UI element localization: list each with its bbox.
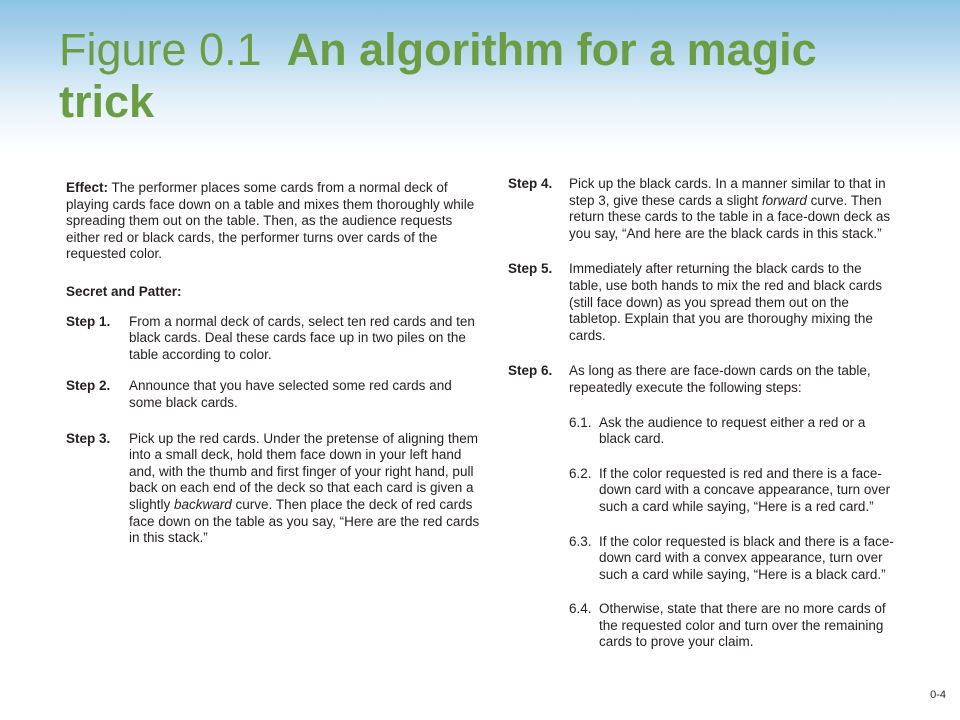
step-text <box>129 431 486 547</box>
step-label: Step 1. <box>66 313 111 329</box>
step-label: Step 6. <box>508 363 553 379</box>
substep-number: 6.2. <box>569 465 592 481</box>
left-column <box>66 180 486 547</box>
step-emphasis: forward <box>761 192 807 208</box>
secret-heading: Secret and Patter: <box>66 283 182 299</box>
substep-number: 6.4. <box>569 601 592 617</box>
step-text-part: curve. Then place the deck of red cards face down on the table as you say, “Here are the red cards in this stack.” <box>129 496 480 546</box>
right-column <box>508 176 898 669</box>
slide-title <box>59 24 919 128</box>
step-label: Step 5. <box>508 261 553 277</box>
step-4 <box>508 176 898 242</box>
step-3 <box>66 431 486 547</box>
substep-number: 6.3. <box>569 533 592 549</box>
substep-6-3 <box>569 534 898 584</box>
step-1 <box>66 314 486 364</box>
step-label: Step 2. <box>66 378 111 394</box>
step-text <box>569 176 898 242</box>
title-prefix: Figure 0.1 <box>59 24 262 75</box>
step-text: Announce that you have selected some red cards and some black cards. <box>129 378 452 410</box>
step-text: Immediately after returning the black cards to the table, use both hands to mix the red and black cards (still face down) as you spread them out on the tabletop. Explain that you are thoroughy mixing the cards. <box>569 261 882 343</box>
step-text-part: Pick up the black cards. In a manner similar to that in step 3, give these cards a slight <box>569 176 886 208</box>
step-text: As long as there are face-down cards on the table, repeatedly execute the following steps: <box>569 363 871 395</box>
substep-text: If the color requested is red and there is a face-down card with a concave appearance, turn over such a card while saying, “Here is a red card.” <box>599 465 891 514</box>
step-text-part: Pick up the red cards. Under the pretense of aligning them into a small deck, hold them face down in your left hand and, with the thumb and first finger of your right hand, pull back on each end of the deck so that each card is given a slightly <box>129 430 478 512</box>
effect-label: Effect: <box>66 180 109 195</box>
step-emphasis: backward <box>174 496 232 512</box>
substep-number: 6.1. <box>569 414 592 430</box>
step-6 <box>508 363 898 396</box>
step-text-part: curve. Then return these cards to the table in a face-down deck as you say, “And here are the black cards in this stack.” <box>569 192 891 241</box>
substep-text: Otherwise, state that there are no more cards of the requested color and turn over the remaining cards to prove your claim. <box>599 601 886 650</box>
step-text: From a normal deck of cards, select ten red cards and ten black cards. Deal these cards face up in two piles on the table according to color. <box>129 313 475 362</box>
substep-text: Ask the audience to request either a red or a black card. <box>599 414 866 447</box>
step-5 <box>508 261 898 344</box>
effect-paragraph <box>66 180 476 263</box>
substep-6-4 <box>569 601 898 651</box>
substep-text: If the color requested is black and there is a face-down card with a convex appearance, turn over such a card while saying, “Here is a black card.” <box>599 533 894 582</box>
substeps-list <box>569 415 898 652</box>
effect-text: The performer places some cards from a normal deck of playing cards face down on a table and mixes them thoroughly while spreading them out on the table. Then, as the audience requests either red or black cards, the performer turns over cards of the requested color. <box>66 180 475 262</box>
substep-6-2 <box>569 466 898 516</box>
step-label: Step 3. <box>66 430 111 446</box>
title-main: An algorithm for a magic trick <box>59 24 817 127</box>
page-number: 0-4 <box>930 689 946 701</box>
step-2 <box>66 378 486 411</box>
substep-6-1 <box>569 415 898 448</box>
step-label: Step 4. <box>508 176 553 191</box>
